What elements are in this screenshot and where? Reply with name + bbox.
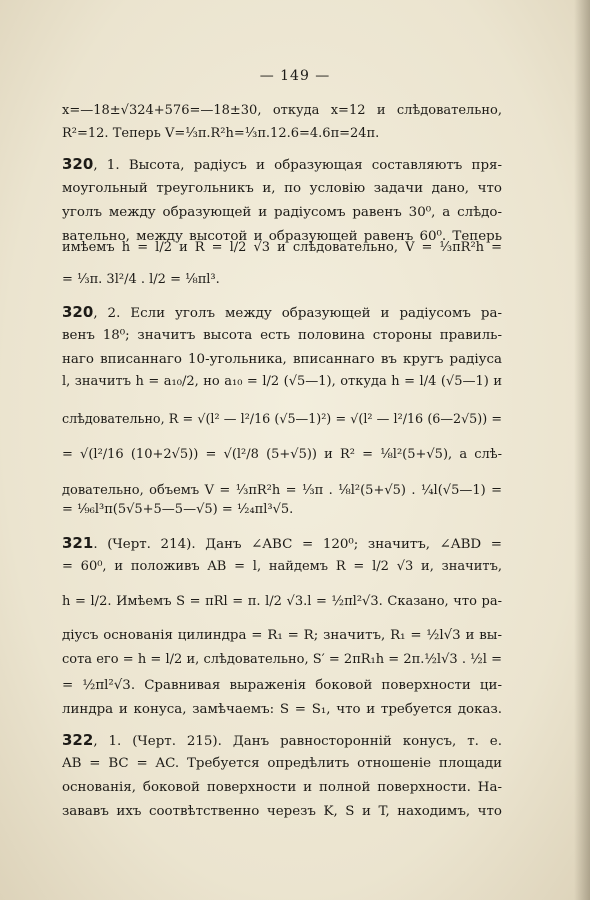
- line-text: = ½πl²√3. Сравнивая выраженія боковой поверхности ци-: [62, 678, 502, 693]
- line-text: , 1. (Черт. 215). Данъ равносторонній конусъ, т. е.: [93, 734, 502, 749]
- line-text: линдра и конуса, замѣчаемъ: S = S₁, что и требуется доказ.: [62, 702, 502, 717]
- page-shadow: [574, 0, 590, 900]
- line-text: . (Черт. 214). Данъ ∠ABC = 120⁰; значитъ, ∠ABD =: [93, 537, 502, 552]
- line-text: x=—18±√324+576=—18±30, откуда x=12 и слѣдовательно,: [62, 103, 502, 118]
- text-line: [62, 650, 502, 672]
- line-text: = ⅓π. 3l²/4 . l/2 = ⅛πl³.: [62, 272, 220, 287]
- text-line: [62, 445, 502, 467]
- line-text: моугольный треугольникъ и, по условію задачи дано, что: [62, 181, 502, 196]
- text-line: [62, 778, 502, 800]
- line-text: діусъ основанія цилиндра = R₁ = R; значитъ, R₁ = ½l√3 и вы-: [62, 628, 502, 643]
- line-text: вательно, между высотой и образующей равенъ 60⁰. Теперь: [62, 229, 502, 244]
- text-line: [62, 500, 502, 522]
- line-text: AB = BC = AC. Требуется опредѣлить отношеніе площади: [62, 756, 502, 771]
- line-text: зававъ ихъ соотвѣтственно черезъ K, S и T, находимъ, что: [62, 804, 502, 819]
- line-text: = 60⁰, и положивъ AB = l, найдемъ R = l/2 √3 и, значитъ,: [62, 559, 502, 574]
- text-line: [62, 592, 502, 614]
- problem-line: [62, 302, 502, 324]
- text-line: [62, 557, 502, 579]
- line-text: довательно, объемъ V = ⅓πR²h = ⅓π . ⅛l²(5+√5) . ¼l(√5—1) =: [62, 483, 502, 498]
- line-text: = √(l²/16 (10+2√5)) = √(l²/8 (5+√5)) и R² = ⅛l²(5+√5), а слѣ-: [62, 447, 502, 462]
- text-line: [62, 409, 502, 431]
- text-line: [62, 350, 502, 372]
- text-line: [62, 101, 502, 123]
- text-line: [62, 754, 502, 776]
- text-line: [62, 626, 502, 648]
- text-line: [62, 676, 502, 698]
- line-text: имѣемъ h = l/2 и R = l/2 √3 и слѣдовательно, V = ⅓πR²h =: [62, 240, 502, 255]
- line-text: = ¹⁄₉₆l³π(5√5+5—5—√5) = ¹⁄₂₄πl³√5.: [62, 502, 294, 517]
- text-line: [62, 124, 502, 146]
- line-text: h = l/2. Имѣемъ S = πRl = π. l/2 √3.l = ½πl²√3. Сказано, что ра-: [62, 594, 502, 609]
- line-text: , 2. Если уголъ между образующей и радіусомъ ра-: [93, 306, 502, 321]
- line-text: R²=12. Теперь V=⅓π.R²h=⅓π.12.6=4.6π=24π.: [62, 126, 380, 141]
- problem-line: [62, 533, 502, 555]
- line-text: слѣдовательно, R = √(l² — l²/16 (√5—1)²) = √(l² — l²/16 (6—2√5)) =: [62, 411, 502, 426]
- line-text: основанія, боковой поверхности и полной поверхности. На-: [62, 780, 502, 795]
- line-text: уголъ между образующей и радіусомъ равенъ 30⁰, а слѣдо-: [62, 205, 502, 220]
- text-line: [62, 238, 502, 260]
- text-line: [62, 270, 502, 292]
- text-line: [62, 326, 502, 348]
- text-line: [62, 179, 502, 201]
- problem-number: 320: [62, 155, 94, 173]
- problem-line: [62, 730, 502, 752]
- line-text: наго вписаннаго 10-угольника, вписаннаго въ кругъ радіуса: [62, 352, 502, 367]
- line-text: , 1. Высота, радіусъ и образующая составляютъ пря-: [93, 158, 502, 173]
- problem-number: 322: [62, 731, 94, 749]
- line-text: венъ 18⁰; значитъ высота есть половина стороны правиль-: [62, 328, 502, 343]
- line-text: сота его = h = l/2 и, слѣдовательно, S′ = 2πR₁h = 2π.½l√3 . ½l =: [62, 652, 502, 667]
- problem-line: [62, 154, 502, 176]
- problem-number: 321: [62, 534, 94, 552]
- problem-number: 320: [62, 303, 94, 321]
- line-text: l, значитъ h = a₁₀/2, но a₁₀ = l/2 (√5—1), откуда h = l/4 (√5—1) и: [62, 374, 502, 389]
- text-line: [62, 203, 502, 225]
- page-number: — 149 —: [259, 68, 331, 84]
- text-line: [62, 802, 502, 824]
- text-line: [62, 372, 502, 394]
- text-line: [62, 700, 502, 722]
